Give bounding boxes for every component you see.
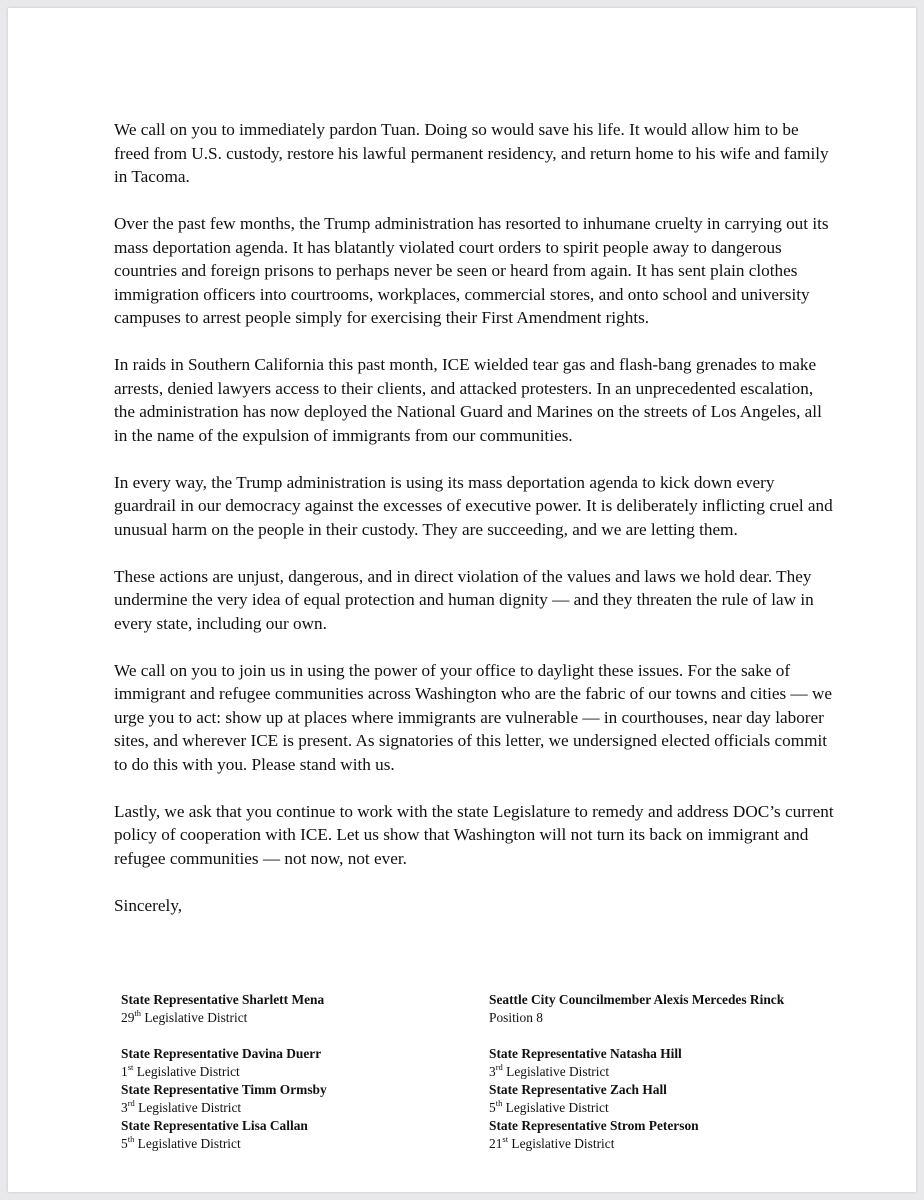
letter-body — [114, 118, 834, 941]
signer-district: 21st Legislative District — [489, 1133, 615, 1151]
signer-name: State Representative Zach Hall — [489, 1082, 667, 1097]
signer-district: 3rd Legislative District — [121, 1097, 242, 1115]
signer-name: State Representative Lisa Callan — [121, 1118, 308, 1133]
paragraph-5: These actions are unjust, dangerous, and in direct violation of the values and laws we hold dear. They undermine the very idea of equal protection and human dignity — and they threaten the rule of law in every state, including our own. — [114, 566, 814, 633]
letter-page — [8, 8, 916, 1192]
signer-name: State Representative Davina Duerr — [121, 1046, 322, 1061]
signers-right-column — [489, 991, 849, 1153]
paragraph-2: Over the past few months, the Trump administration has resorted to inhumane cruelty in carrying out its mass deportation agenda. It has blatantly violated court orders to spirit people away to dangerous countries and foreign prisons to perhaps never be seen or heard from again. It has sent plain clothes immigration officers into courtrooms, workplaces, commercial stores, and onto school and university campuses to arrest people simply for exercising their First Amendment rights. — [114, 214, 829, 327]
signer — [121, 1045, 481, 1081]
signer — [489, 1117, 849, 1153]
paragraph-1: We call on you to immediately pardon Tuan. Doing so would save his life. It would allow him to be freed from U.S. custody, restore his lawful permanent residency, and return home to his wife and family in Tacoma. — [114, 120, 829, 186]
signer-name: State Representative Natasha Hill — [489, 1046, 682, 1061]
signer-district: 5th Legislative District — [121, 1133, 241, 1151]
signer-district: 3rd Legislative District — [489, 1061, 610, 1079]
signer-district: 5th Legislative District — [489, 1097, 609, 1115]
signer-district: 1st Legislative District — [121, 1061, 240, 1079]
signer — [489, 991, 849, 1027]
signer — [489, 1081, 849, 1117]
signer — [121, 991, 481, 1027]
signer-name: State Representative Timm Ormsby — [121, 1082, 327, 1097]
signer — [489, 1045, 849, 1081]
signers-left-column — [121, 991, 481, 1153]
signer — [121, 1081, 481, 1117]
signer-name: Seattle City Councilmember Alexis Mercedes Rinck — [489, 992, 785, 1007]
signer-district: 29th Legislative District — [121, 1007, 248, 1025]
signer-name: State Representative Strom Peterson — [489, 1118, 699, 1133]
signer-position: Position 8 — [489, 1010, 543, 1025]
closing: Sincerely, — [114, 895, 183, 915]
signer — [121, 1117, 481, 1153]
paragraph-4: In every way, the Trump administration is using its mass deportation agenda to kick down every guardrail in our democracy against the excesses of executive power. It is deliberately inflicting cruel and unusual harm on the people in their custody. They are succeeding, and we are letting them. — [114, 472, 833, 539]
paragraph-7: Lastly, we ask that you continue to work with the state Legislature to remedy and address DOC’s current policy of cooperation with ICE. Let us show that Washington will not turn its back on immigrant and refugee communities — not now, not ever. — [114, 801, 834, 868]
paragraph-3: In raids in Southern California this past month, ICE wielded tear gas and flash-bang grenades to make arrests, denied lawyers access to their clients, and attacked protesters. In an unprecedented escalation, the administration has now deployed the National Guard and Marines on the streets of Los Angeles, all in the name of the expulsion of immigrants from our communities. — [114, 355, 822, 445]
paragraph-6: We call on you to join us in using the power of your office to daylight these issues. For the sake of immigrant and refugee communities across Washington who are the fabric of our towns and cities — we urge you to act: show up at places where immigrants are vulnerable — in courthouses, near day laborer sites, and wherever ICE is present. As signatories of this letter, we undersigned elected officials commit to do this with you. Please stand with us. — [114, 660, 833, 774]
signer-name: State Representative Sharlett Mena — [121, 992, 325, 1007]
